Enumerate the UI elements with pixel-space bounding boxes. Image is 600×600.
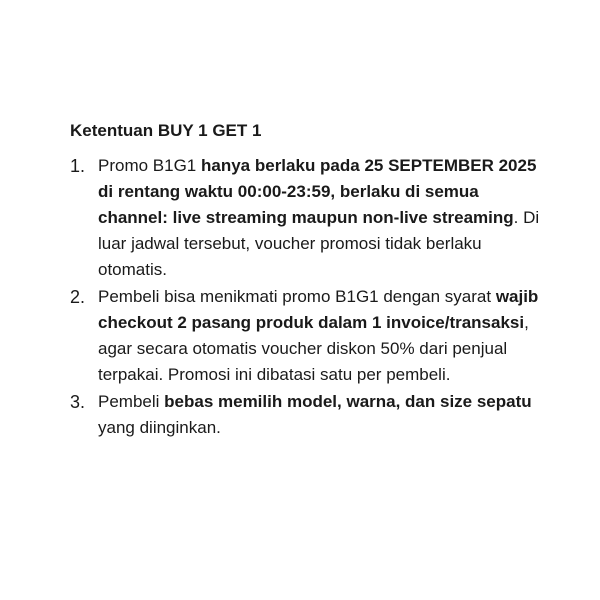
term-text [98,153,550,283]
terms-list [70,153,550,441]
term-number: 2. [70,287,86,307]
term-item [70,153,550,283]
term-item [70,389,550,441]
term-text-segment: Promo B1G1 [98,156,201,175]
term-text-segment: , agar secara otomatis voucher diskon 50% dari penjual terpakai. Promosi ini dibatasi satu per pembeli. [98,313,529,384]
term-number: 1. [70,156,86,176]
term-text [98,389,550,441]
term-number: 3. [70,392,86,412]
term-text-emphasis: wajib checkout 2 pasang produk dalam 1 invoice/transaksi [98,287,539,332]
term-text-segment: Pembeli bisa menikmati promo B1G1 dengan syarat [98,287,496,306]
term-text-segment: Pembeli [98,392,165,411]
document-title: Ketentuan BUY 1 GET 1 [70,121,262,140]
term-text-emphasis: bebas memilih model, warna, dan size sepatu [164,392,532,411]
term-text [98,284,550,388]
term-item [70,284,550,388]
term-text-segment: . Di luar jadwal tersebut, voucher promosi tidak berlaku otomatis. [98,208,540,279]
term-text-segment: yang diinginkan. [98,418,221,437]
terms-document [70,119,550,442]
term-text-emphasis: hanya berlaku pada 25 SEPTEMBER 2025 di rentang waktu 00:00-23:59, berlaku di semua channel: live streaming maupun non-live streaming [98,156,537,227]
